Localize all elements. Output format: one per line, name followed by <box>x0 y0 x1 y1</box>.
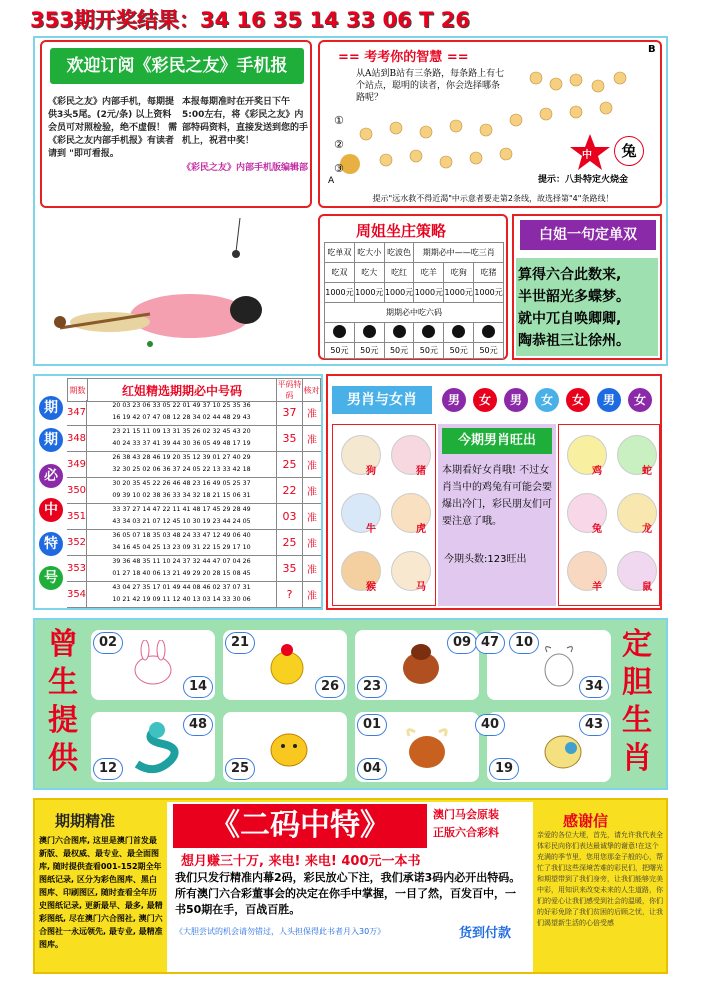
strategy-header: 吃波色 <box>384 243 414 263</box>
zodiac-number: 47 <box>475 632 505 654</box>
animal-badge <box>341 493 381 533</box>
red-table-row <box>67 426 321 452</box>
zodiac-number: 01 <box>357 714 387 736</box>
row-numbers-line: 43 34 03 21 07 12 45 10 30 19 23 44 24 05 <box>112 518 251 525</box>
right-char: 生 <box>622 703 652 738</box>
subscribe-right-sign: 《彩民之友》内部手机版编辑部 <box>182 163 309 173</box>
zodiac-number: 12 <box>93 758 123 780</box>
zodiac-cell <box>480 630 611 700</box>
footer-body: 我们只发行精准内幕2码，彩民放心下注，我们承诺3码内必开出特码。所有澳门六合彩董事会的决定在你手中掌握，一目了然，百发百中，一书50期在手，百战百胜。 <box>175 871 521 916</box>
zodiac-number: 09 <box>447 632 477 654</box>
red-table-row <box>67 582 321 608</box>
zodiac-cell <box>480 712 611 782</box>
strategy-amount: 1000元 <box>384 283 414 303</box>
quiz-hint: 提示：八卦特定火烧金 <box>538 175 629 185</box>
side-char: 号 <box>39 566 63 590</box>
row-period: 348 <box>67 426 87 451</box>
row-period: 353 <box>67 556 87 581</box>
strategy-cell: 吃双 <box>325 263 355 283</box>
rabbit-icon <box>127 640 179 690</box>
strategy-cell: 吃狗 <box>444 263 474 283</box>
row-code: ? <box>277 582 303 607</box>
zodiac-number: 43 <box>579 714 609 736</box>
row-check: 准 <box>307 565 317 576</box>
row-numbers <box>87 478 277 503</box>
one-sentence-poem-box <box>516 258 658 356</box>
col-result-header: 核对 <box>303 379 321 402</box>
row-numbers <box>87 504 277 529</box>
footer-left-text: 澳门六合图库, 这里是澳门首发最新版、最权威、最专业、最全面图库, 随时提供查看001-152期全年图纸记录, 区分为彩色图库、黑白图库、印刷图区, 随时查看全年历史图纸记录, 更新最早、最多, 最精彩图纸, 尽在澳门六合图社, 澳门六合图社一永远领先, 最专业, 最精准图库。 <box>39 836 163 949</box>
animal-label: 猴 <box>366 582 376 593</box>
zodiac-cell <box>91 712 215 782</box>
quiz-box <box>318 40 662 208</box>
poem-line: 半世韶光多蝶梦。 <box>518 289 630 305</box>
zodiac-number: 04 <box>357 758 387 780</box>
subscribe-title: 欢迎订阅《彩民之友》手机报 <box>50 48 304 84</box>
animal-label: 狗 <box>366 466 376 477</box>
subscribe-right-text: 本报每期准时在开奖日下午5:00左右，将《彩民之友》内部特码资料，直接发送到您的手机上，祝君中奖！ <box>182 97 309 146</box>
strategy-dot-cell <box>444 323 474 343</box>
zodiac-number: 23 <box>357 676 387 698</box>
zodiac-number: 25 <box>225 758 255 780</box>
row-numbers-line: 43 04 27 35 17 01 49 44 08 46 02 37 07 31 <box>112 584 251 591</box>
row-numbers-line: 33 37 27 14 47 22 11 41 48 17 45 29 28 49 <box>112 506 251 513</box>
row-period: 350 <box>67 478 87 503</box>
row-numbers-line: 39 36 48 35 11 10 24 37 32 44 47 07 04 26 <box>112 558 251 565</box>
strategy-box <box>318 214 508 360</box>
gender-ball: 女 <box>535 388 559 412</box>
animal-badge <box>567 551 607 591</box>
red-table-row <box>67 478 321 504</box>
row-check: 准 <box>307 539 317 550</box>
row-numbers-line: 40 24 33 37 41 39 44 30 36 05 49 48 17 19 <box>112 440 251 447</box>
strategy-amount: 50元 <box>444 343 474 359</box>
animal-label: 马 <box>416 582 426 593</box>
footer-pay: 货到付款 <box>459 926 512 941</box>
red-table-row <box>67 504 321 530</box>
gender-center-text: 本期看好女肖哦! 不过女肖当中的鸡兔有可能会要爆出冷门，彩民朋友们可要注意了哦。 <box>442 465 552 527</box>
poem-line: 算得六合此数来, <box>518 267 622 283</box>
ox-icon <box>401 722 451 774</box>
row-code: 22 <box>277 478 303 503</box>
zodiac-grid-box <box>33 618 668 790</box>
strategy-dot-cell <box>354 323 384 343</box>
animal-label: 猪 <box>416 466 426 477</box>
gender-left-panel <box>332 424 436 606</box>
quiz-path-label-2: ② <box>334 138 344 151</box>
quiz-question: 从A站到B站有三条路，每条路上有七个站点，聪明的读者，你会选择哪条路呢？ <box>356 69 505 103</box>
strategy-table <box>324 242 504 359</box>
quiz-footer: 提示"远水救不得近渴"中示意者要走第2条线，故选择第"4"条路线！ <box>372 194 614 203</box>
row-numbers <box>87 530 277 555</box>
zodiac-number: 02 <box>93 632 123 654</box>
animal-label: 鼠 <box>642 582 652 593</box>
footer-right-title: 感谢信 <box>563 812 609 830</box>
footer-box <box>33 798 668 974</box>
strategy-dot-cell <box>325 323 355 343</box>
row-code: 25 <box>277 452 303 477</box>
right-vertical-text <box>619 626 655 778</box>
row-check: 准 <box>307 461 317 472</box>
animal-label: 牛 <box>366 524 376 535</box>
side-char: 特 <box>39 532 63 556</box>
side-char: 中 <box>39 498 63 522</box>
subscribe-box <box>40 40 312 208</box>
animal-label: 虎 <box>416 524 426 535</box>
col-code-header: 平码特码 <box>277 380 302 400</box>
strategy-amount: 1000元 <box>444 283 474 303</box>
col-period-header: 期数 <box>68 379 88 402</box>
strategy-cell: 吃羊 <box>414 263 444 283</box>
row-code: 25 <box>277 530 303 555</box>
strategy-amount: 50元 <box>414 343 444 359</box>
footer-bottom-note: 《大胆尝试的机会请勿错过，人头担保得此书者月入30万》 <box>175 927 386 936</box>
gender-ball: 女 <box>473 388 497 412</box>
goat-icon <box>537 642 583 692</box>
left-char: 生 <box>48 665 78 700</box>
zodiac-number: 14 <box>183 676 213 698</box>
left-char: 曾 <box>48 627 78 662</box>
red-table-row <box>67 452 321 478</box>
quiz-path-label-1: ① <box>334 114 344 127</box>
animal-label: 蛇 <box>642 466 652 477</box>
horse-icon <box>395 640 445 690</box>
gender-ball: 男 <box>442 388 466 412</box>
side-char: 期 <box>39 396 63 420</box>
row-period: 352 <box>67 530 87 555</box>
zodiac-cell <box>223 630 347 700</box>
footer-banner-side2: 正版六合彩料 <box>433 826 499 839</box>
gender-center-panel <box>438 424 556 606</box>
red-table-rows <box>67 400 321 608</box>
strategy-amount: 50元 <box>354 343 384 359</box>
row-code: 35 <box>277 426 303 451</box>
footer-slogan: 想月赚三十万, 来电! 来电! 400元一本书 <box>181 854 421 869</box>
row-code: 03 <box>277 504 303 529</box>
quiz-corner-label: B <box>648 44 656 55</box>
gender-box <box>326 374 662 610</box>
row-numbers <box>87 426 277 451</box>
gender-title: 男肖与女肖 <box>332 386 432 414</box>
row-code: 35 <box>277 556 303 581</box>
col-title-header: 红姐精选期期必中号码 <box>88 379 277 402</box>
strategy-title: 周姐坐庄策略 <box>356 222 447 240</box>
left-vertical-text <box>45 626 81 778</box>
gender-right-panel <box>558 424 660 606</box>
row-period: 351 <box>67 504 87 529</box>
dog-icon <box>537 722 587 774</box>
zodiac-number: 34 <box>579 676 609 698</box>
strategy-dot-cell <box>414 323 444 343</box>
right-char: 定 <box>622 627 652 662</box>
quiz-path-label-3: ③ <box>334 162 344 175</box>
strategy-amount: 1000元 <box>354 283 384 303</box>
gender-ball: 女 <box>566 388 590 412</box>
strategy-header: 吃单双 <box>325 243 355 263</box>
red-table-box <box>33 374 323 610</box>
strategy-cell: 吃大 <box>354 263 384 283</box>
row-check: 准 <box>307 513 317 524</box>
quiz-title: == 考考你的智慧 == <box>338 50 469 65</box>
gender-center-count: 今期头数:123旺出 <box>444 554 527 565</box>
strategy-header: 期期必中——吃三肖 <box>414 243 504 263</box>
animal-label: 龙 <box>642 524 652 535</box>
row-numbers-line: 01 27 18 40 06 13 21 49 29 20 28 15 08 45 <box>112 570 251 577</box>
row-period: 354 <box>67 582 87 607</box>
row-numbers <box>87 582 277 607</box>
gender-ball: 女 <box>628 388 652 412</box>
strategy-dot-cell <box>384 323 414 343</box>
strategy-cell: 吃红 <box>384 263 414 283</box>
animal-badge <box>567 493 607 533</box>
row-numbers-line: 36 05 07 18 35 03 48 24 33 47 12 49 06 40 <box>112 532 251 539</box>
footer-banner-side1: 澳门马会原装 <box>433 808 499 821</box>
animal-badge <box>617 435 657 475</box>
row-check: 准 <box>307 409 317 420</box>
zodiac-cell <box>355 712 479 782</box>
side-char: 必 <box>39 464 63 488</box>
gender-ball: 男 <box>597 388 621 412</box>
result-text: 353期开奖结果：34 16 35 14 33 06 T 26 <box>30 8 470 32</box>
strategy-amount: 1000元 <box>414 283 444 303</box>
strategy-amount: 50元 <box>384 343 414 359</box>
zodiac-number: 10 <box>509 632 539 654</box>
strategy-amount: 50元 <box>325 343 355 359</box>
quiz-start-label: A <box>328 176 335 186</box>
right-char: 胆 <box>622 665 652 700</box>
zodiac-cell <box>355 630 479 700</box>
red-table-row <box>67 556 321 582</box>
poem-line: 陶恭祖三让徐州。 <box>518 333 630 349</box>
zodiac-number: 26 <box>315 676 345 698</box>
strategy-amount: 1000元 <box>325 283 355 303</box>
animal-badge <box>567 435 607 475</box>
zodiac-number: 19 <box>489 758 519 780</box>
subscribe-left-text: 《彩民之友》内部手机，每期提供3头5尾。(2元/条) 以上资料会员可对照检验，绝不虚假！ 需《彩民之友内部手机报》有读者请到 "即可看报。 <box>48 97 178 159</box>
red-table-row <box>67 530 321 556</box>
quiz-paths-illustration <box>326 64 662 184</box>
zodiac-number: 48 <box>183 714 213 736</box>
animal-label: 兔 <box>592 524 602 535</box>
row-numbers-line: 23 21 15 11 09 13 31 35 26 02 32 45 43 20 <box>112 428 251 435</box>
row-numbers <box>87 400 277 425</box>
right-char: 肖 <box>622 741 652 776</box>
dragon-icon <box>263 722 313 774</box>
quiz-center-label: 中 <box>582 150 592 161</box>
zodiac-cell <box>223 712 347 782</box>
row-code: 37 <box>277 400 303 425</box>
row-numbers-line: 16 19 42 07 47 08 12 28 34 02 44 48 29 43 <box>112 414 251 421</box>
animal-badge <box>341 435 381 475</box>
result-header <box>0 0 702 34</box>
animal-label: 鸡 <box>592 466 602 477</box>
footer-right-text: 亲爱的各位大埂，首先，请允许我代表全体彩民向你们表达最诚挚的谢意!在这个充满的季节里，您用您那金子般的心，帮忙了我们这些深境苦难的彩民们，把曙光和期望带到了我们身旁，让我们能够完美中彩，用知识来改变未来的人生道路，你们的爱心让我们感受到社会的温暖，你们的好彩免除了我们贫困的后顾之忧，让我们渴望新生活的心倍受感 <box>537 831 663 927</box>
gender-center-title: 今期男肖旺出 <box>442 428 552 454</box>
row-check: 准 <box>307 591 317 602</box>
snake-icon <box>127 720 183 776</box>
animal-badge <box>617 551 657 591</box>
strategy-amount: 1000元 <box>474 283 504 303</box>
footer-center <box>167 802 533 972</box>
red-table-row <box>67 400 321 426</box>
woman-illustration <box>40 218 310 358</box>
row-numbers-line: 09 39 10 02 38 36 33 34 32 18 21 15 06 31 <box>112 492 251 499</box>
strategy-header: 吃大小 <box>354 243 384 263</box>
animal-badge <box>391 493 431 533</box>
animal-badge <box>617 493 657 533</box>
row-numbers-line: 34 16 45 04 25 13 23 09 31 22 15 29 17 10 <box>112 544 251 551</box>
one-sentence-box <box>512 214 662 360</box>
row-numbers-line: 20 03 23 06 33 05 22 01 49 37 10 25 35 36 <box>112 402 251 409</box>
red-number-table <box>67 378 321 402</box>
row-numbers-line: 26 38 43 28 46 19 20 35 12 39 01 27 40 29 <box>112 454 251 461</box>
row-period: 347 <box>67 400 87 425</box>
left-char: 提 <box>48 703 78 738</box>
animal-label: 羊 <box>592 582 602 593</box>
row-numbers-line: 10 21 42 19 09 11 12 40 13 03 14 33 30 06 <box>112 596 251 603</box>
row-check: 准 <box>307 487 317 498</box>
row-numbers <box>87 556 277 581</box>
zodiac-cell <box>91 630 215 700</box>
left-char: 供 <box>48 741 78 776</box>
row-numbers <box>87 452 277 477</box>
zodiac-number: 21 <box>225 632 255 654</box>
strategy-amount: 50元 <box>474 343 504 359</box>
animal-badge <box>391 551 431 591</box>
animal-badge <box>341 551 381 591</box>
row-check: 准 <box>307 435 317 446</box>
strategy-cell: 吃猪 <box>474 263 504 283</box>
row-numbers-line: 30 20 35 45 22 26 46 48 23 16 49 05 25 37 <box>112 480 251 487</box>
chicken-icon <box>263 640 311 690</box>
gender-balls <box>442 388 662 412</box>
poem-line: 就中兀自唤卿卿, <box>518 311 622 327</box>
one-sentence-title: 白姐一句定单双 <box>520 220 656 250</box>
footer-left-title: 期期精准 <box>55 812 116 830</box>
side-char: 期 <box>39 428 63 452</box>
strategy-dot-cell <box>474 323 504 343</box>
zodiac-number: 40 <box>475 714 505 736</box>
gender-ball: 男 <box>504 388 528 412</box>
row-period: 349 <box>67 452 87 477</box>
strategy-six-label: 期期必中吃六码 <box>325 303 504 323</box>
quiz-answer: 兔 <box>614 136 644 166</box>
row-numbers-line: 32 30 25 02 06 36 37 24 05 22 13 33 42 18 <box>112 466 251 473</box>
footer-banner: 《二码中特》 <box>173 804 427 848</box>
animal-badge <box>391 435 431 475</box>
